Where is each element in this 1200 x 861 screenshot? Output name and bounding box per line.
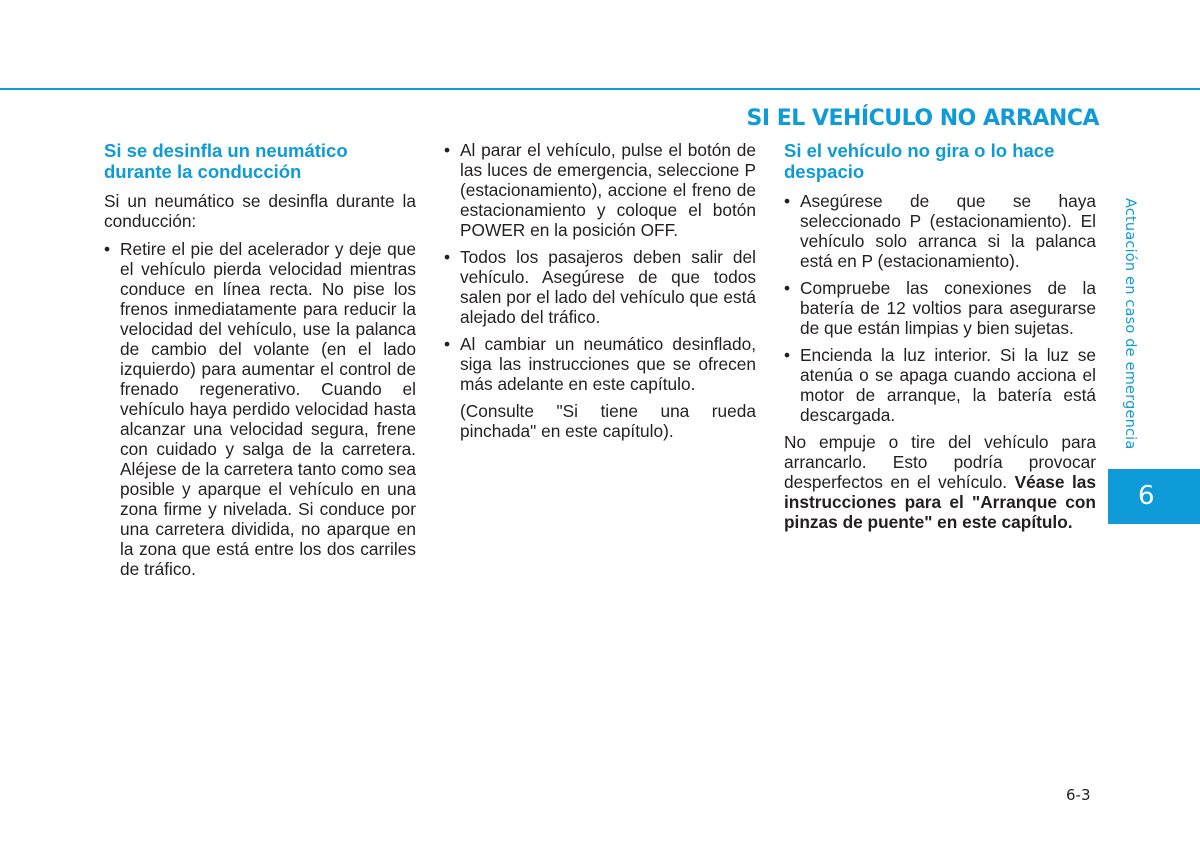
- flat-tire-intro: Si un neumático se desinfla durante la conducción:: [104, 191, 416, 231]
- section-title: SI EL VEHÍCULO NO ARRANCA: [746, 106, 1099, 131]
- list-item-text: Compruebe las conexiones de la batería de 12 voltios para asegurarse de que están limpias y bien sujetas.: [800, 278, 1096, 338]
- list-item: [444, 334, 756, 394]
- list-item-text: Al parar el vehículo, pulse el botón de las luces de emergencia, seleccione P (estacionamiento), accione el freno de estacionamiento y coloque el botón POWER en la posición OFF.: [460, 140, 756, 240]
- list-item: [104, 239, 416, 579]
- list-item-text: Encienda la luz interior. Si la luz se atenúa o se apaga cuando acciona el motor de arranque, la batería está descargada.: [800, 345, 1096, 425]
- jump-start-text: No empuje o tire del vehículo para arrancarlo. Esto podría provocar desperfectos en el vehículo.: [784, 432, 1096, 492]
- bullet-icon: •: [784, 278, 791, 298]
- no-crank-bullet-list: [784, 191, 1096, 425]
- bullet-icon: •: [444, 140, 451, 160]
- flat-tire-bullet-list: [104, 239, 416, 579]
- bullet-icon: •: [784, 191, 791, 211]
- bullet-icon: •: [784, 345, 791, 365]
- list-item-text: Asegúrese de que se haya seleccionado P (estacionamiento). El vehículo solo arranca si la palanca está en P (estacionamiento).: [800, 191, 1096, 271]
- list-item: [784, 345, 1096, 425]
- jump-start-reference: Véase las instrucciones para el "Arranque con pinzas de puente" en este capítulo.: [784, 472, 1096, 532]
- list-item: [784, 278, 1096, 338]
- list-item-text: Retire el pie del acelerador y deje que el vehículo pierda velocidad mientras conduce en línea recta. No pise los frenos inmediatamente para reducir la velocidad del vehículo, use la palanca de cambio del volante (en el lado izquierdo) para aumentar el control de frenado regenerativo. Cuando el vehículo haya perdido velocidad hasta alcanzar una velocidad segura, frene con cuidado y salga de la carretera. Aléjese de la carretera tanto como sea posible y aparque el vehículo en una zona firme y nivelada. Si conduce por una carretera dividida, no aparque en la zona que está entre los dos carriles de tráfico.: [120, 239, 416, 579]
- bullet-icon: •: [104, 239, 111, 259]
- column-2: [444, 140, 756, 449]
- no-crank-heading: Si el vehículo no gira o lo hace despacio: [784, 140, 1055, 182]
- list-item: [784, 191, 1096, 271]
- chapter-number: 6: [1138, 481, 1155, 511]
- bullet-icon: •: [444, 334, 451, 354]
- chapter-title-vertical: Actuación en caso de emergencia: [1122, 198, 1138, 450]
- cross-reference-note: (Consulte "Si tiene una rueda pinchada" en este capítulo).: [460, 401, 756, 441]
- stopping-bullet-list: [444, 140, 756, 394]
- flat-tire-heading: Si se desinfla un neumático durante la conducción: [104, 140, 348, 182]
- list-item: [444, 140, 756, 240]
- bullet-icon: •: [444, 247, 451, 267]
- header-rule: [0, 88, 1200, 90]
- column-1: [104, 140, 416, 586]
- list-item: [444, 247, 756, 327]
- chapter-tab: [1108, 469, 1200, 524]
- column-3: [784, 140, 1096, 540]
- chapter-side-label: [1122, 198, 1158, 456]
- jump-start-paragraph: [784, 432, 1096, 532]
- page-number: 6-3: [1066, 786, 1091, 804]
- list-item-text: Al cambiar un neumático desinflado, siga las instrucciones que se ofrecen más adelante en este capítulo.: [460, 334, 756, 394]
- list-item-text: Todos los pasajeros deben salir del vehículo. Asegúrese de que todos salen por el lado del vehículo que está alejado del tráfico.: [460, 247, 756, 327]
